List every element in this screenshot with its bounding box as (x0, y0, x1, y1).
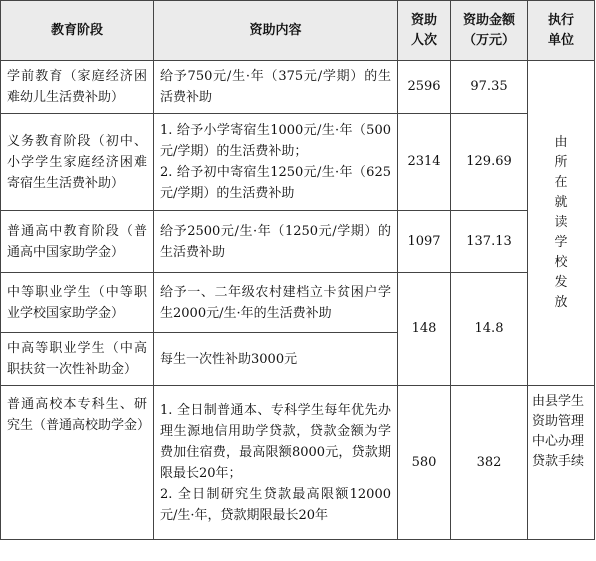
unit-cell-merged (528, 61, 595, 386)
header-row (1, 1, 595, 61)
content-cell: 给予2500元/生·年（1250元/学期）的生活费补助 (154, 211, 398, 273)
amount-cell: 129.69 (451, 114, 528, 211)
count-cell: 2314 (398, 114, 451, 211)
unit-cell-loan: 由县学生资助管理中心办理贷款手续 (528, 386, 595, 540)
amount-cell-merged: 14.8 (451, 273, 528, 386)
unit-text: 由所在就读学校发放 (554, 135, 568, 310)
amount-cell: 97.35 (451, 61, 528, 114)
stage-cell: 中高等职业学生（中高职扶贫一次性补助金） (1, 333, 154, 386)
table-row (1, 61, 595, 114)
count-cell: 2596 (398, 61, 451, 114)
stage-cell: 中等职业学生（中等职业学校国家助学金） (1, 273, 154, 333)
content-cell: 给予750元/生·年（375元/学期）的生活费补助 (154, 61, 398, 114)
header-content: 资助内容 (154, 1, 398, 61)
header-unit: 执行 单位 (528, 1, 595, 61)
table-row (1, 211, 595, 273)
stage-cell: 学前教育（家庭经济困难幼儿生活费补助） (1, 61, 154, 114)
table-row (1, 114, 595, 211)
table-row (1, 273, 595, 333)
header-stage: 教育阶段 (1, 1, 154, 61)
amount-cell: 382 (451, 386, 528, 540)
content-cell: 1. 全日制普通本、专科学生每年优先办理生源地信用助学贷款，贷款金额为学费加住宿费，最高限额8000元，贷款期限最长20年； 2. 全日制研究生贷款最高限额12000元/生·年，贷款期限最长20年 (154, 386, 398, 540)
stage-cell: 普通高中教育阶段（普通高中国家助学金） (1, 211, 154, 273)
stage-cell: 普通高校本专科生、研究生（普通高校助学金） (1, 386, 154, 540)
count-cell-merged: 148 (398, 273, 451, 386)
stage-cell: 义务教育阶段（初中、小学学生家庭经济困难寄宿生生活费补助） (1, 114, 154, 211)
count-cell: 1097 (398, 211, 451, 273)
count-cell: 580 (398, 386, 451, 540)
content-cell: 每生一次性补助3000元 (154, 333, 398, 386)
header-amount: 资助金额 （万元） (451, 1, 528, 61)
amount-cell: 137.13 (451, 211, 528, 273)
table-row (1, 386, 595, 540)
header-count: 资助 人次 (398, 1, 451, 61)
content-cell: 1. 给予小学寄宿生1000元/生·年（500元/学期）的生活费补助； 2. 给予初中寄宿生1250元/生·年（625元/学期）的生活费补助 (154, 114, 398, 211)
content-cell: 给予一、二年级农村建档立卡贫困户学生2000元/生·年的生活费补助 (154, 273, 398, 333)
